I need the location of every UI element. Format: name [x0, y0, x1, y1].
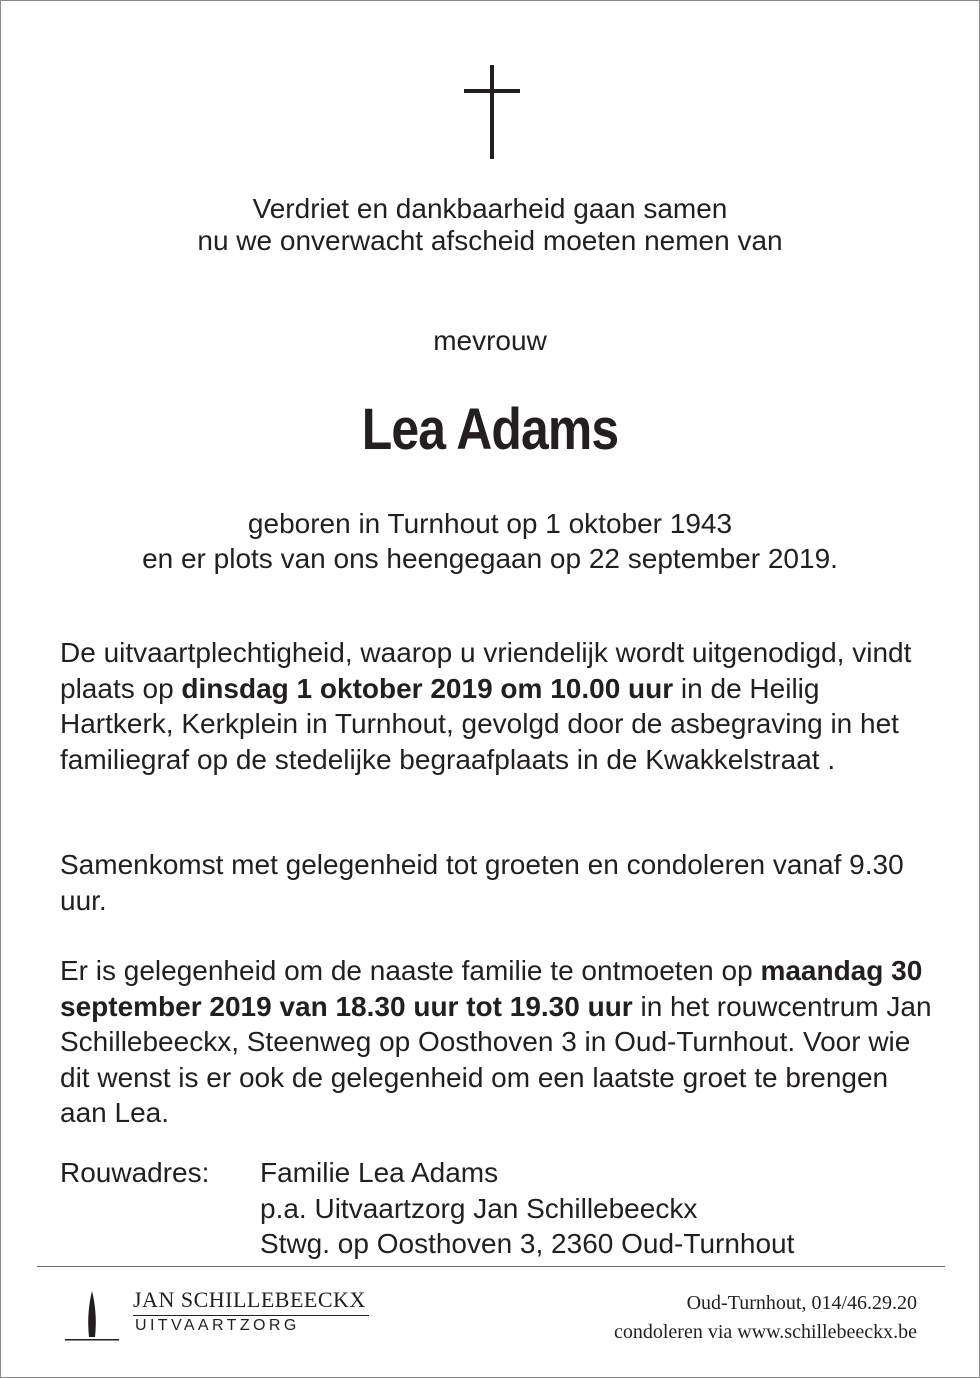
mourning-address-label: Rouwadres: [60, 1157, 210, 1188]
ceremony-text-1: De uitvaartplechtigheid, waarop u vriendelijk wordt uitgenodigd, vindt plaats op [60, 637, 912, 704]
visitation-text-2: in het rouwcentrum Jan Schillebeeckx, Steenweg op Oosthoven 3 in Oud-Turnhout. Voor wie dit wenst is er ook de gelegenheid om een laatste groet te brengen aan Lea. [60, 990, 932, 1128]
contact-phone: Oud-Turnhout, 014/46.29.20 [686, 1292, 917, 1314]
mourning-address-lines [260, 1155, 794, 1262]
deceased-name: Lea Adams [361, 397, 619, 462]
life-dates [1, 506, 979, 576]
deceased-title: mevrouw [433, 325, 547, 356]
intro-text [1, 193, 979, 257]
contact-website[interactable]: condoleren via www.schillebeeckx.be [613, 1321, 917, 1343]
ceremony-paragraph [60, 635, 940, 777]
funeral-home-logo [63, 1285, 373, 1345]
address-line-2: p.a. Uitvaartzorg Jan Schillebeeckx [260, 1192, 698, 1224]
logo-name: JAN SCHILLEBEECKX [133, 1287, 366, 1312]
visitation-date: maandag 30 september 2019 van 18.30 uur tot 19.30 uur [60, 955, 923, 1022]
visitation-text-1: Er is gelegenheid om de naaste familie te ontmoeten op [60, 955, 761, 986]
footer-divider [37, 1266, 945, 1267]
cross-icon [464, 65, 520, 159]
address-line-1: Familie Lea Adams [260, 1157, 499, 1188]
visitation-paragraph [60, 953, 940, 1131]
ceremony-text-2: in de Heilig Hartkerk, Kerkplein in Turnhout, gevolgd door de asbegraving in het familiegraf op de stedelijke begraafplaats in de Kwakkelstraat . [60, 672, 899, 775]
intro-line-2: nu we onverwacht afscheid moeten nemen van [197, 225, 783, 256]
logo-rule [133, 1315, 369, 1316]
footer-contact [614, 1289, 917, 1347]
gathering-paragraph: Samenkomst met gelegenheid tot groeten en condoleren vanaf 9.30 uur. [60, 849, 904, 916]
cypress-tree-icon [63, 1289, 121, 1343]
death-line: en er plots van ons heengegaan op 22 september 2019. [142, 543, 838, 574]
ceremony-date: dinsdag 1 oktober 2019 om 10.00 uur [181, 672, 674, 704]
birth-line: geboren in Turnhout op 1 oktober 1943 [247, 508, 733, 539]
address-line-3: Stwg. op Oosthoven 3, 2360 Oud-Turnhout [260, 1228, 795, 1259]
logo-subtitle: UITVAARTZORG [135, 1317, 300, 1334]
intro-line-1: Verdriet en dankbaarheid gaan samen [252, 193, 728, 224]
